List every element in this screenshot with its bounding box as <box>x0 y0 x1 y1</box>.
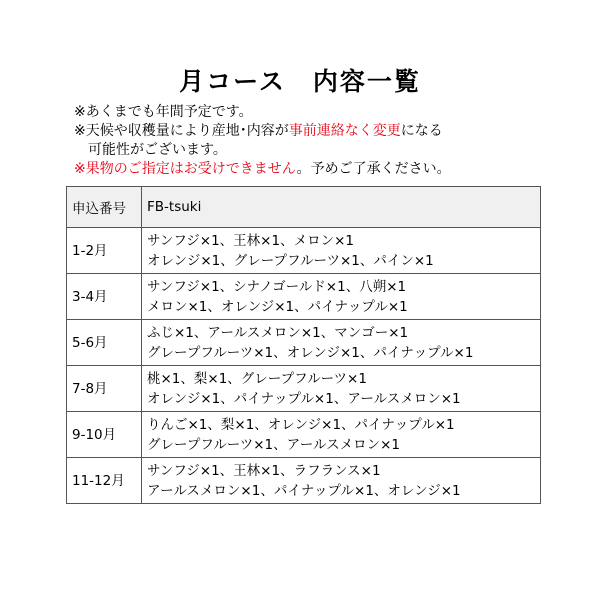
note-no-selection-suffix: 。予めご了承ください。 <box>296 161 451 177</box>
contents-cell <box>142 412 541 458</box>
period-cell: 11-12月 <box>67 458 142 504</box>
period-cell: 1-2月 <box>67 228 142 274</box>
period-cell: 5-6月 <box>67 320 142 366</box>
table-row <box>67 366 541 412</box>
contents-line: サンフジ×1、王林×1、ラフランス×1 <box>147 462 381 479</box>
contents-line: りんご×1、梨×1、オレンジ×1、パイナップル×1 <box>147 416 455 433</box>
course-table <box>66 186 541 504</box>
contents-line: グレープフルーツ×1、オレンジ×1、パイナップル×1 <box>147 344 474 361</box>
note-no-selection-mark: ※ <box>74 161 86 177</box>
contents-line: グレープフルーツ×1、アールスメロン×1 <box>147 436 400 453</box>
table-row <box>67 412 541 458</box>
contents-line: ふじ×1、アールスメロン×1、マンゴー×1 <box>147 324 409 341</box>
header-value-cell: FB-tsuki <box>142 187 541 228</box>
period-cell: 7-8月 <box>67 366 142 412</box>
contents-line: サンフジ×1、シナノゴールド×1、八朔×1 <box>147 278 407 295</box>
contents-line: オレンジ×1、パイナップル×1、アールスメロン×1 <box>147 390 461 407</box>
note-no-selection-highlight: 果物のご指定はお受けできません <box>85 161 297 177</box>
header-label-cell: 申込番号 <box>67 187 142 228</box>
contents-line: サンフジ×1、王林×1、メロン×1 <box>147 232 354 249</box>
contents-cell <box>142 228 541 274</box>
contents-cell <box>142 458 541 504</box>
contents-line: オレンジ×1、グレープフルーツ×1、パイン×1 <box>147 252 434 269</box>
table-header-row <box>67 187 541 228</box>
contents-line: アールスメロン×1、パイナップル×1、オレンジ×1 <box>147 482 461 499</box>
contents-cell <box>142 366 541 412</box>
page-title: 月コース 内容一覧 <box>179 67 421 96</box>
contents-cell <box>142 274 541 320</box>
period-cell: 9-10月 <box>67 412 142 458</box>
note-change-suffix: になる <box>400 123 443 139</box>
note-change-warning <box>74 122 554 141</box>
table-row <box>67 458 541 504</box>
note-change-highlight: 事前連絡なく変更 <box>288 123 401 139</box>
contents-line: 桃×1、梨×1、グレープフルーツ×1 <box>147 370 367 387</box>
notes <box>74 103 554 179</box>
note-no-selection <box>74 160 554 179</box>
note-possibility: 可能性がございます。 <box>88 142 227 158</box>
table-row <box>67 228 541 274</box>
contents-cell <box>142 320 541 366</box>
period-cell: 3-4月 <box>67 274 142 320</box>
note-annual-plan: ※あくまでも年間予定です。 <box>74 104 253 120</box>
note-change-prefix: ※天候や収穫量により産地･内容が <box>74 123 289 139</box>
table-row <box>67 320 541 366</box>
table-row <box>67 274 541 320</box>
contents-line: メロン×1、オレンジ×1、パイナップル×1 <box>147 298 408 315</box>
